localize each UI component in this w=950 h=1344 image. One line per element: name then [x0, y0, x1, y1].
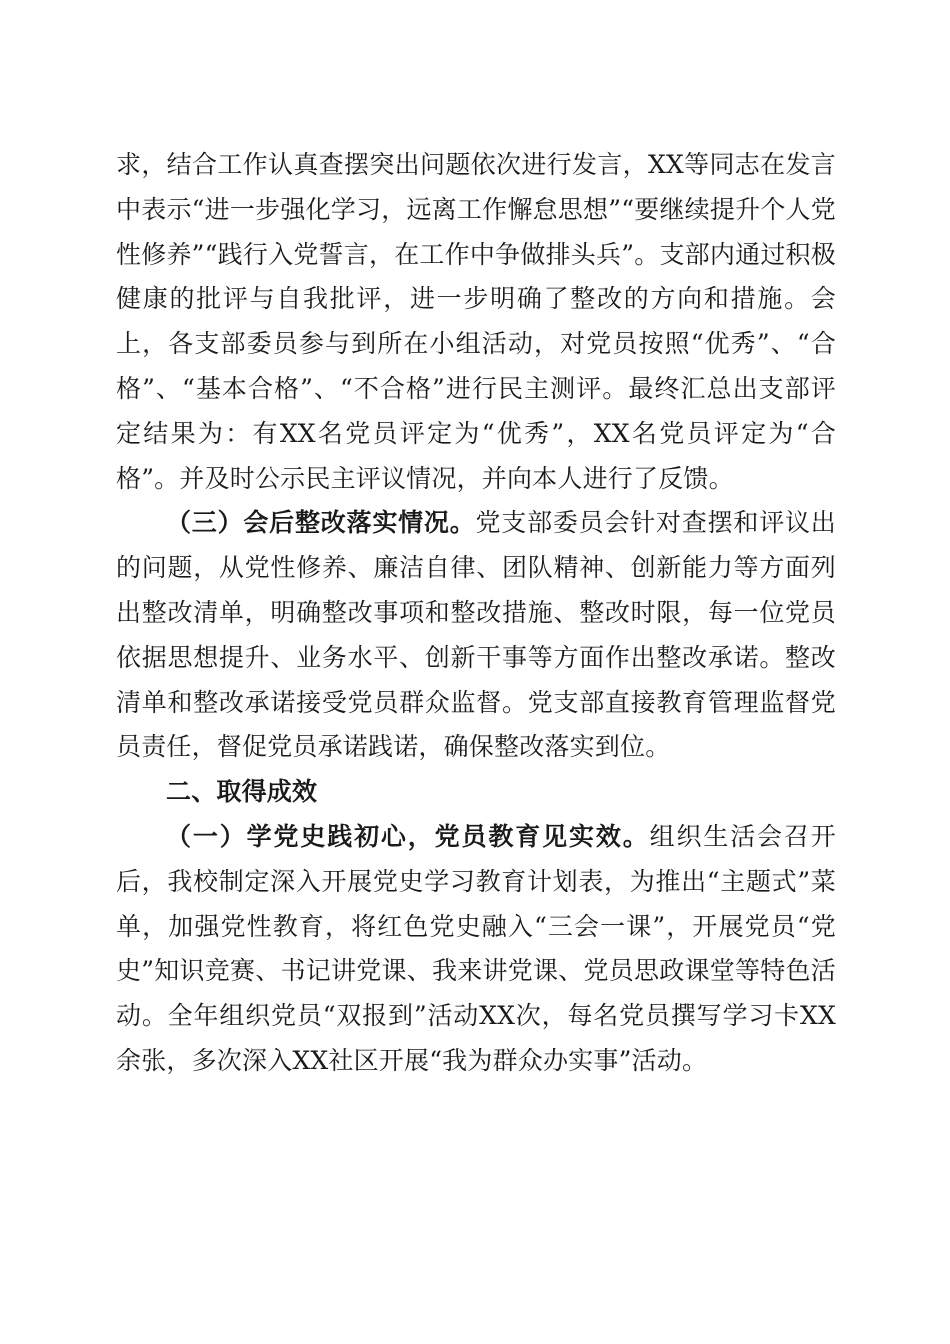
- paragraph-text: 组织生活会召开后，我校制定深入开展党史学习教育计划表，为推出“主题式”菜单，加强党性教育，将红色党史融入“三会一课”，开展党员“党史”知识竞赛、书记讲党课、我来讲党课、党员思政课堂等特色活动。全年组织党员“双报到”活动XX次，每名党员撰写学习卡XX余张，多次深入XX社区开展“我为群众办实事”活动。: [116, 821, 836, 1075]
- paragraph-lead-party-history: （一）学党史践初心，党员教育见实效。: [166, 821, 650, 851]
- paragraph-rectification: [116, 501, 836, 770]
- paragraph-text: 求，结合工作认真查摆突出问题依次进行发言，XX等同志在发言中表示“进一步强化学习，远离工作懈怠思想”“要继续提升个人党性修养”“践行入党誓言，在工作中争做排头兵”。支部内通过积极健康的批评与自我批评，进一步明确了整改的方向和措施。会上，各支部委员参与到所在小组活动，对党员按照“优秀”、“合格”、“基本合格”、“不合格”进行民主测评。最终汇总出支部评定结果为：有XX名党员评定为“优秀”，XX名党员评定为“合格”。并及时公示民主评议情况，并向本人进行了反馈。: [116, 150, 836, 493]
- document-body: [116, 143, 836, 1084]
- section-heading: 二、取得成效: [166, 777, 318, 807]
- paragraph-continuation: [116, 143, 836, 501]
- paragraph-party-history: [116, 815, 836, 1084]
- paragraph-text: 党支部委员会针对查摆和评议出的问题，从党性修养、廉洁自律、团队精神、创新能力等方面列出整改清单，明确整改事项和整改措施、整改时限，每一位党员依据思想提升、业务水平、创新干事等方面作出整改承诺。整改清单和整改承诺接受党员群众监督。党支部直接教育管理监督党员责任，督促党员承诺践诺，确保整改落实到位。: [116, 508, 836, 762]
- paragraph-lead-rectification: （三）会后整改落实情况。: [166, 508, 476, 538]
